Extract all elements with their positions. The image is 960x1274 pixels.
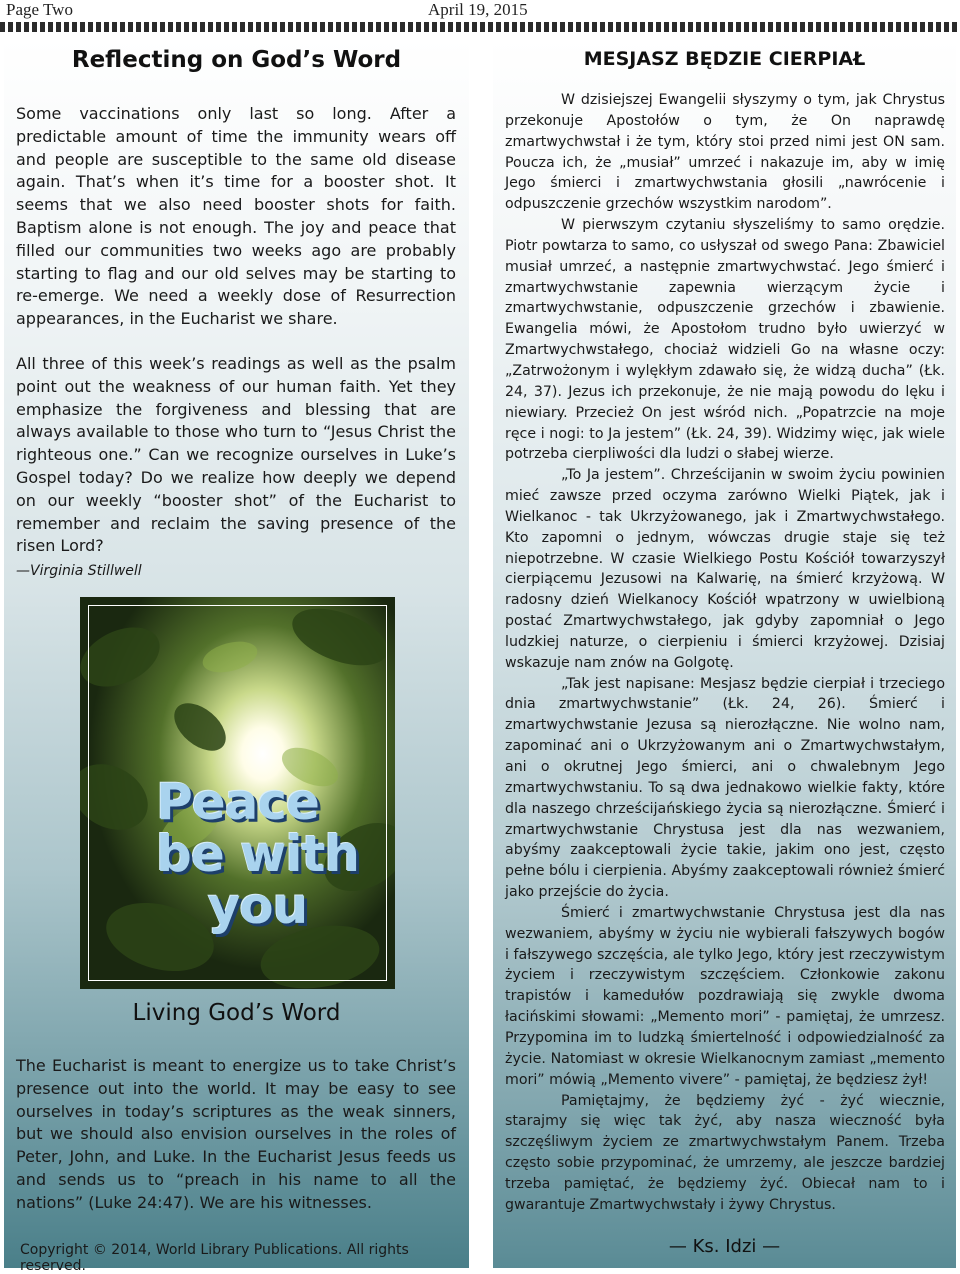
poster-text-line: Peace [156, 773, 319, 831]
polish-column [493, 39, 956, 1268]
reflection-signature: —Virginia Stillwell [16, 563, 142, 579]
polish-text [505, 90, 945, 1216]
polish-title: MESJASZ BĘDZIE CIERPIAŁ [583, 48, 866, 70]
polish-paragraph: W pierwszym czytaniu słyszeliśmy to samo orędzie. Piotr powtarza to samo, co usłyszał od swego Pana: Zbawiciel musiał umrzeć, a następnie zmartwychwstać. Jego śmierć i zmartwychwstanie zapewnia wierzącym życie i zmartwychwstanie, odpuszczenie grzechów i zbawienie. Ewangelia mówi, że Apostołom trudno było uwierzyć w Zmartwychwstałego, chociaż widzieli Go na własne oczy: „Zatrwożonym i wylękłym zdawało się, że widzą ducha” (Łk. 24, 37). Jezus ich przekonuje, że nie mają powodu do lęku i niewiary. Przecież On jest wśród nich. „Popatrzcie na moje ręce i nogi: to Ja jestem” (Łk. 24, 39). Widzimy więc, jak wiele potrzeba cierpliwości dla ludzi o słabej wierze. [505, 217, 945, 463]
polish-signature: — Ks. Idzi — [668, 1236, 781, 1257]
english-column [4, 39, 469, 1274]
header-rule [0, 22, 960, 32]
living-title: Living God’s Word [132, 1000, 341, 1026]
polish-paragraph: „To Ja jestem”. Chrześcijanin w swoim życiu powinien mieć zawsze przed oczyma zarówno Wielki Piątek, jak i Wielkanoc - tak Ukrzyżowanego, jak i Zmartwychwstałego. Kto zapomni o jednym, wówczas drugie staje się też niepotrzebne. W czasie Wielkiego Postu Kościół towarzyszył cierpiącemu Jezusowi na Kalwarię, na śmierć krzyżową. W radosny dzień Wielkanocy Kościół wpatrzony w uwielbioną postać Zmartwychwstałego, jak gdyby zapomniał o Jego ludzkiej naturze, o cierpieniu i śmierci krzyżowej. Dzisiaj wskazuje nam znów na Golgotę. [505, 467, 945, 671]
peace-be-with-you-poster [80, 597, 395, 989]
reflecting-title: Reflecting on God’s Word [71, 47, 402, 73]
copyright-notice: Copyright © 2014, World Library Publications. All rights reserved. [20, 1242, 409, 1274]
polish-paragraph: Pamiętajmy, że będziemy żyć - żyć wiecznie, starajmy się więc tak żyć, aby nasza wieczność była szczęśliwym życiem ze zmartwychwstałym Panem. Trzeba często sobie przypominać, że umrzemy, ale jeszcze bardziej trzeba pamiętać, że będziemy żyć. Obiecał nam to i gwarantuje Zmartwychwstały i żywy Chrystus. [505, 1092, 945, 1213]
polish-paragraph: Śmierć i zmartwychwstanie Chrystusa jest dla nas wezwaniem, abyśmy w życiu nie wybierali fałszywych bogów i fałszywego szczęścia, ale tylko Jego, który jest rzeczywistym życiem i rzeczywistym szczęściem. Członkowie zakonu trapistów i kamedułów pozdrawiają się zwykle dwoma łacińskimi słowami: „Memento mori” - pamiętaj, że umrzesz. Przypomina im to ludzką śmiertelność i odpowiedzialność za życie. Natomiast w okresie Wielkanocnym zamiast „memento mori” mówią „Memento vivere” - pamiętaj, że będziesz żył! [505, 904, 945, 1088]
issue-date: April 19, 2015 [428, 0, 528, 19]
living-text [16, 1055, 456, 1237]
reflection-paragraph: Some vaccinations only last so long. After a predictable amount of time the immunity wears off and people are susceptible to the same old disease again. That’s when it’s time for a booster shot. It seems that we also need booster shots for faith. Baptism alone is not enough. The joy and peace that filled our communities two weeks ago are probably starting to flag and our old selves may be starting to re-emerge. We need a weekly dose of Resurrection appearances, in the Eucharist we share. [16, 104, 456, 329]
living-paragraph: The Eucharist is meant to energize us to take Christ’s presence out into the world. It may be easy to see ourselves in today’s scriptures as the weak sinners, but we should also envision ourselves in the roles of Peter, John, and Luke. In the Eucharist Jesus feeds us and sends us to “preach in his name to all the nations” (Luke 24:47). We are his witnesses. [16, 1056, 456, 1212]
reflection-text [16, 103, 456, 580]
page-number: Page Two [6, 0, 73, 19]
polish-paragraph: „Tak jest napisane: Mesjasz będzie cierpiał i trzeciego dnia zmartwychwstanie” (Łk. 24, 26). Śmierć i zmartwychwstanie Jezusa są nierozłączne. Nie wolno nam, zapominać ani o Ukrzyżowanym ani o Zmartwychwstałym, ani o okrutnej Jego śmierci, ani o chwalebnym Jego zmartwychwstaniu. To są dwa jednakowo wielkie fakty, które dla naszego chrześcijańskiego życia są nierozłączne. Śmierć i zmartwychwstanie Chrystusa jest dla nas wezwaniem, abyśmy zaakceptowali życie takie, jakim ono jest, często pełne bólu i cierpienia. Abyśmy zaakceptowali również śmierć jako przejście do życia. [505, 675, 945, 901]
polish-paragraph: W dzisiejszej Ewangelii słyszymy o tym, jak Chrystus przekonuje Apostołów o tym, że On naprawdę zmartwychwstał i że tym, który stoi przed nimi jest ON sam. Poucza ich, że „musiał” umrzeć i nakazuje im, aby w imię Jego śmierci i zmartwychwstania głosili „nawrócenie i odpuszczenie grzechów wszystkim narodom”. [505, 92, 945, 213]
poster-text-line: be with [156, 825, 359, 883]
reflection-paragraph: All three of this week’s readings as well as the psalm point out the weakness of our human faith. Yet they emphasize the forgiveness and blessing that are always available to those who turn to “Jesus Christ the righteous one.” Can we recognize ourselves in Luke’s Gospel today? Do we realize how deeply we depend on our weekly “booster shot” of the Eucharist to remember and reclaim the saving presence of the risen Lord? [16, 353, 456, 556]
poster-text-line: you [207, 877, 308, 935]
